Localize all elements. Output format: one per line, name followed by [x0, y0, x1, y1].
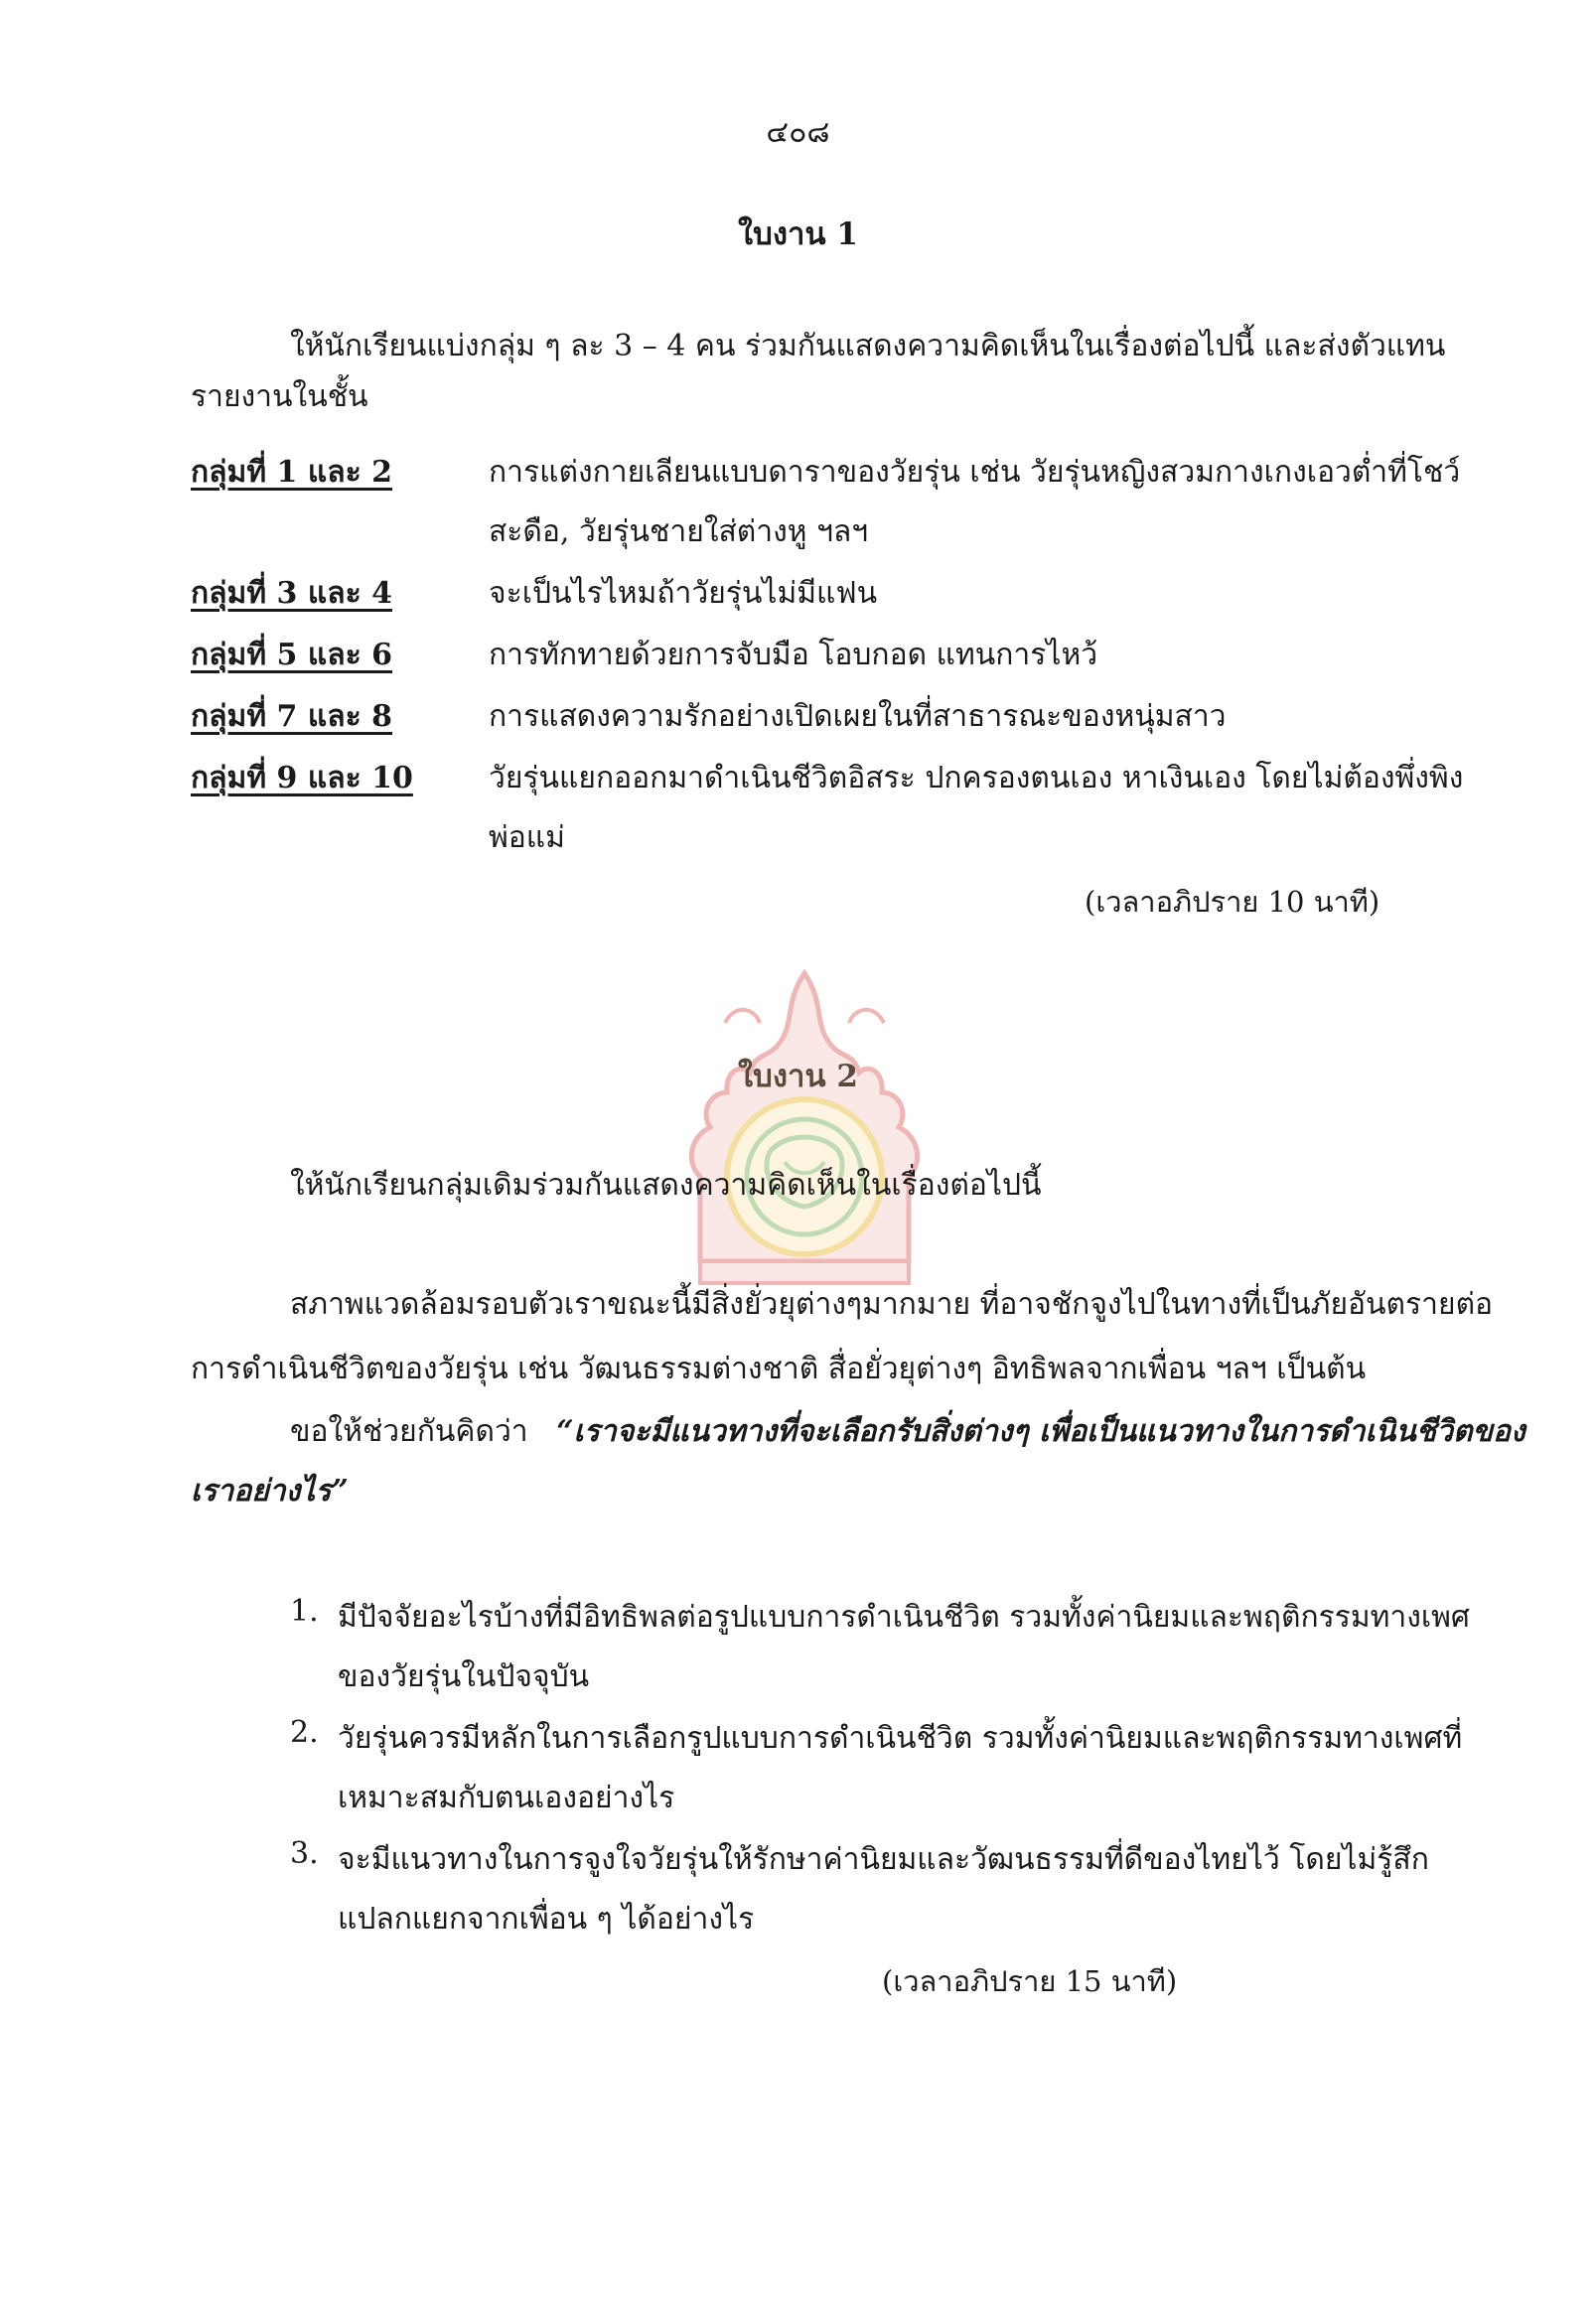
question-1-line1: มีปัจจัยอะไรบ้างที่มีอิทธิพลต่อรูปแบบการดำเนินชีวิต รวมทั้งค่านิยมและพฤติกรรมทางเพศ	[338, 1600, 1470, 1635]
group-label-9-10: กลุ่มที่ 9 และ 10	[191, 761, 413, 795]
group-text-9-10-line2: พ่อแม่	[489, 820, 565, 855]
group-label-1-2: กลุ่มที่ 1 และ 2	[191, 455, 393, 490]
question-3-number: 3.	[290, 1836, 319, 1871]
worksheet1-intro-line2: รายงานในชั้น	[191, 379, 368, 414]
group-label-5-6: กลุ่มที่ 5 และ 6	[191, 638, 393, 672]
question-3-line1: จะมีแนวทางในการจูงใจวัยรุ่นให้รักษาค่านิยมและวัฒนธรรมที่ดีของไทยไว้ โดยไม่รู้สึก	[338, 1842, 1429, 1877]
worksheet2-intro: ให้นักเรียนกลุ่มเดิมร่วมกันแสดงความคิดเห็นในเรื่องต่อไปนี้	[290, 1168, 1042, 1203]
question-1-line2: ของวัยรุ่นในปัจจุบัน	[338, 1659, 590, 1694]
request-prefix: ขอให้ช่วยกันคิดว่า	[290, 1414, 528, 1449]
worksheet1-title: ใบงาน 1	[738, 216, 858, 252]
quote-line1: “เราจะมีแนวทางที่จะเลือกรับสิ่งต่างๆ เพื่อเป็นแนวทางในการดำเนินชีวิตของ	[556, 1414, 1525, 1449]
ministry-seal-watermark-icon	[655, 963, 953, 1301]
worksheet1-time-note: (เวลาอภิปราย 10 นาที)	[1085, 885, 1380, 919]
question-2-line2: เหมาะสมกับตนเองอย่างไร	[338, 1781, 675, 1815]
group-text-1-2-line1: การแต่งกายเลียนแบบดาราของวัยรุ่น เช่น วัยรุ่นหญิงสวมกางเกงเอวต่ำที่โชว์	[489, 455, 1461, 490]
question-1-number: 1.	[290, 1594, 319, 1629]
page-number: ๔๐๘	[766, 115, 830, 150]
quote-line2: เราอย่างไร”	[191, 1474, 349, 1509]
question-2-line1: วัยรุ่นควรมีหลักในการเลือกรูปแบบการดำเนินชีวิต รวมทั้งค่านิยมและพฤติกรรมทางเพศที่	[338, 1721, 1463, 1756]
worksheet2-context-line1: สภาพแวดล้อมรอบตัวเราขณะนี้มีสิ่งยั่วยุต่างๆมากมาย ที่อาจชักจูงไปในทางที่เป็นภัยอันตรายต่อ	[290, 1287, 1494, 1322]
question-3-line2: แปลกแยกจากเพื่อน ๆ ได้อย่างไร	[338, 1902, 755, 1937]
group-text-5-6: การทักทายด้วยการจับมือ โอบกอด แทนการไหว้	[489, 638, 1098, 672]
group-label-7-8: กลุ่มที่ 7 และ 8	[191, 699, 393, 734]
worksheet2-context-line2: การดำเนินชีวิตของวัยรุ่น เช่น วัฒนธรรมต่างชาติ สื่อยั่วยุต่างๆ อิทธิพลจากเพื่อน ฯลฯ เป็นต้น	[191, 1352, 1367, 1386]
worksheet2-title: ใบงาน 2	[738, 1059, 858, 1094]
group-text-1-2-line2: สะดือ, วัยรุ่นชายใส่ต่างหู ฯลฯ	[489, 514, 869, 549]
worksheet2-time-note: (เวลาอภิปราย 15 นาที)	[882, 1964, 1178, 1998]
group-text-9-10-line1: วัยรุ่นแยกออกมาดำเนินชีวิตอิสระ ปกครองตนเอง หาเงินเอง โดยไม่ต้องพึ่งพิง	[489, 761, 1464, 795]
worksheet1-intro-line1: ให้นักเรียนแบ่งกลุ่ม ๆ ละ 3 – 4 คน ร่วมกันแสดงความคิดเห็นในเรื่องต่อไปนี้ และส่งตัวแทน	[290, 329, 1446, 363]
worksheet2-request-line1	[290, 1408, 1525, 1455]
group-text-7-8: การแสดงความรักอย่างเปิดเผยในที่สาธารณะของหนุ่มสาว	[489, 699, 1227, 734]
group-label-3-4: กลุ่มที่ 3 และ 4	[191, 576, 393, 611]
question-2-number: 2.	[290, 1715, 319, 1750]
group-text-3-4: จะเป็นไรไหมถ้าวัยรุ่นไม่มีแฟน	[489, 576, 878, 611]
